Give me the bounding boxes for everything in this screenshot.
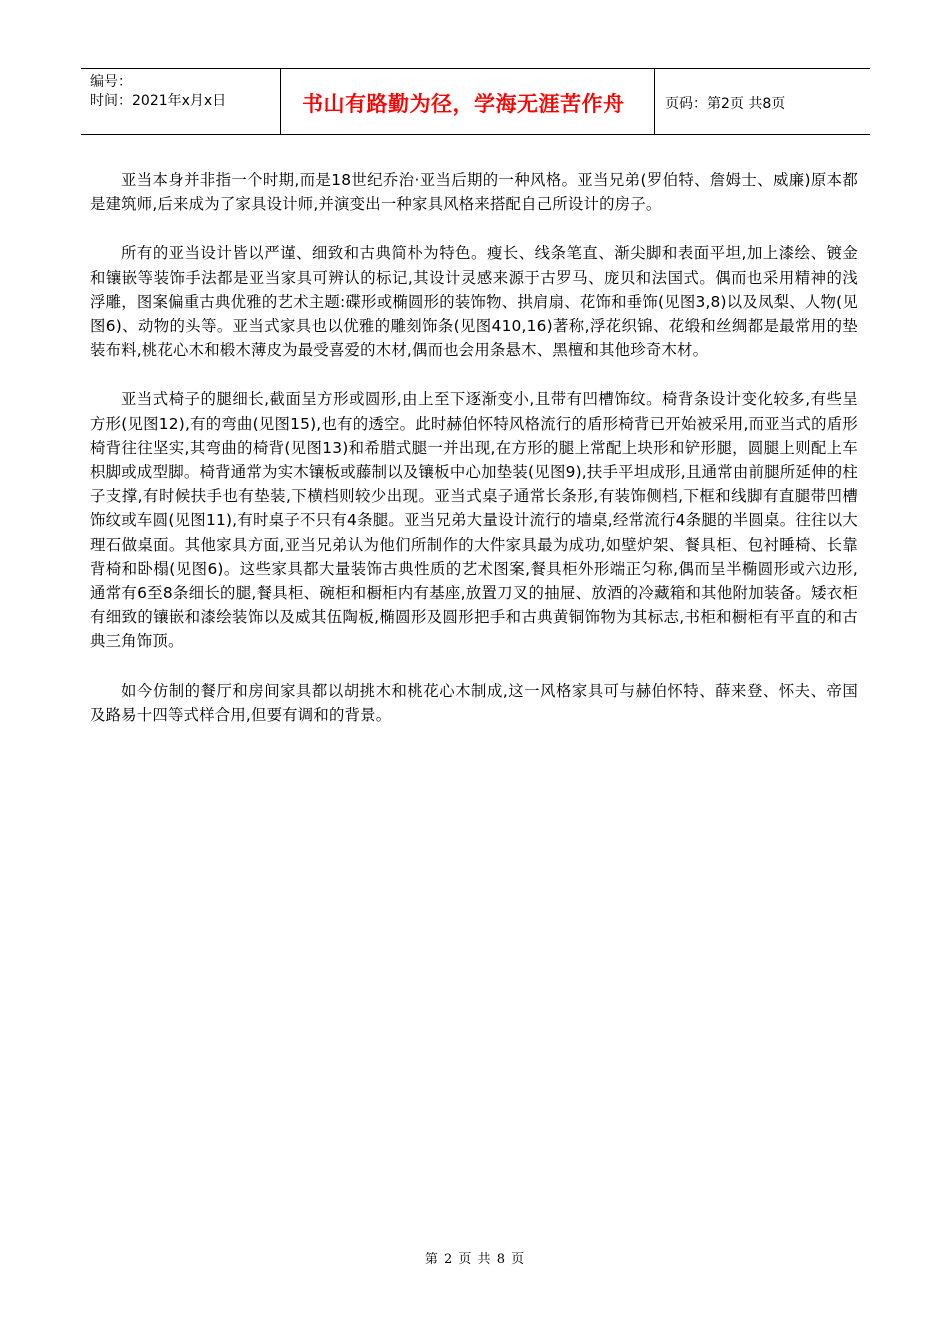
footer-page-number: 第 2 页 共 8 页 xyxy=(424,1252,526,1267)
body-paragraph: 如今仿制的餐厅和房间家具都以胡挑木和桃花心木制成,这一风格家具可与赫伯怀特、薛来登、怀夫、帝国及路易十四等式样合用,但要有调和的背景。 xyxy=(90,681,858,724)
document-body xyxy=(90,168,858,752)
body-paragraph: 亚当本身并非指一个时期,而是18世纪乔治·亚当后期的一种风格。亚当兄弟(罗伯特、詹姆士、威廉)原本都是建筑师,后来成为了家具设计师,并演变出一种家具风格来搭配自己所设计的房子。 xyxy=(90,171,858,214)
document-header xyxy=(81,68,870,135)
header-motto: 书山有路勤为径，学海无涯苦作舟 xyxy=(302,92,625,116)
document-number-label: 编号： xyxy=(90,74,132,90)
body-paragraph: 所有的亚当设计皆以严谨、细致和古典简朴为特色。瘦长、线条笔直、渐尖脚和表面平坦,加上漆绘、镀金和镶嵌等装饰手法都是亚当家具可辨认的标记,其设计灵感来源于古罗马、庞贝和法国式。偶而也采用精神的浅浮雕，图案偏重古典优雅的艺术主题:碟形或椭圆形的装饰物、拱肩扇、花饰和垂饰(见图3,8)以及凤梨、人物(见图6)、动物的头等。亚当式家具也以优雅的雕刻饰条(见图410,16)著称,浮花织锦、花缎和丝绸都是最常用的垫装布料,桃花心木和椴木薄皮为最受喜爱的木材,偶而也会用条悬木、黑檀和其他珍奇木材。 xyxy=(90,244,858,360)
document-date: 时间：2021年x月x日 xyxy=(90,93,227,109)
header-meta-cell xyxy=(81,69,281,134)
page-footer xyxy=(0,1248,950,1267)
header-page-code: 页码：第2页 共8页 xyxy=(665,96,786,112)
body-paragraph: 亚当式椅子的腿细长,截面呈方形或圆形,由上至下逐渐变小,且带有凹槽饰纹。椅背条设计变化较多,有些呈方形(见图12),有的弯曲(见图15),也有的透空。此时赫伯怀特风格流行的盾形椅背已开始被采用,而亚当式的盾形椅背往往坚实,其弯曲的椅背(见图13)和希腊式腿一并出现,在方形的腿上常配上块形和铲形腿，圆腿上则配上车枳脚或成型脚。椅背通常为实木镶板或藤制以及镶板中心加垫装(见图9),扶手平坦成形,且通常由前腿所延伸的柱子支撑,有时候扶手也有垫装,下横档则较少出现。亚当式桌子通常长条形,有装饰侧档,下框和线脚有直腿带凹槽饰纹或车圆(见图11),有时桌子不只有4条腿。亚当兄弟大量设计流行的墙桌,经常流行4条腿的半圆桌。往往以大理石做桌面。其他家具方面,亚当兄弟认为他们所制作的大件家具最为成功,如壁炉架、餐具柜、包衬睡椅、长靠背椅和卧榻(见图6)。这些家具都大量装饰古典性质的艺术图案,餐具柜外形端正匀称,偶而呈半椭圆形或六边形,通常有6至8条细长的腿,餐具柜、碗柜和橱柜内有基座,放置刀叉的抽屉、放酒的冷藏箱和其他附加装备。矮衣柜有细致的镶嵌和漆绘装饰以及威其伍陶板,椭圆形及圆形把手和古典黄铜饰物为其标志,书柜和橱柜有平直的和古典三角饰顶。 xyxy=(90,390,858,651)
header-motto-cell xyxy=(281,69,655,134)
header-page-cell xyxy=(655,69,870,134)
